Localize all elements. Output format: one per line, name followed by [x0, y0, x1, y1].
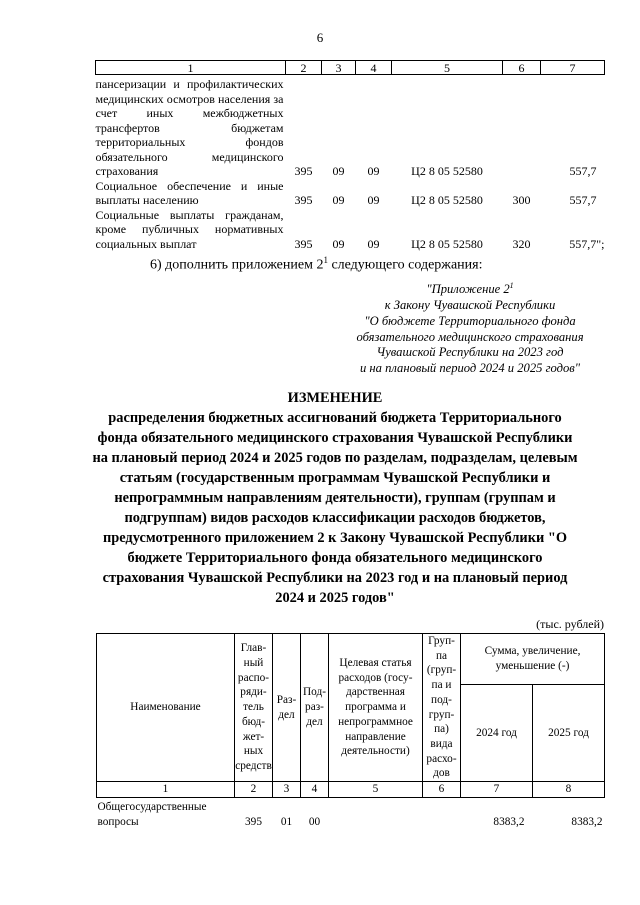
page-number: 6: [316, 30, 324, 45]
header-pr: Под-раз-дел: [301, 634, 329, 782]
row-2024: 8383,2: [493, 816, 525, 829]
row-cs: Ц2 8 05 52580: [411, 236, 483, 251]
row-cs: [329, 798, 423, 831]
table1-row: [96, 179, 605, 208]
appendix-line-2: к Закону Чувашской Республики: [384, 297, 556, 312]
num-1: 1: [97, 782, 235, 798]
row-sum: 557,7: [569, 193, 597, 207]
row-pr: 09: [367, 236, 380, 251]
row-name: Общегосударственные вопросы: [97, 801, 207, 829]
heading-title: ИЗМЕНЕНИЕ: [287, 390, 383, 406]
row-sum: 557,7: [569, 164, 597, 178]
num-7: 7: [461, 782, 533, 798]
table1-col-6: 6: [503, 61, 541, 75]
table1-row: [96, 208, 605, 252]
header-name: Наименование: [97, 634, 235, 782]
num-8: 8: [533, 782, 605, 798]
row-pr: 09: [367, 164, 380, 178]
row-rz: 09: [332, 236, 345, 251]
row-vr: 320: [512, 236, 531, 251]
row-rz: 01: [280, 816, 293, 829]
row-name: Социальные выплаты гражданам, кроме публичных нормативных социальных выплат: [95, 207, 284, 251]
appendix-line-3: "О бюджете Территориального фонда: [364, 313, 576, 328]
table1-col-4: 4: [356, 61, 392, 75]
appendix-line-5: Чувашской Республики на 2023 год: [376, 345, 564, 360]
row-sum: 557,7";: [569, 236, 605, 251]
table1-col-2: 2: [286, 61, 322, 75]
appendix-line-4: обязательного медицинского страхования: [356, 329, 584, 344]
paragraph-6-tail: следующего содержания:: [327, 257, 483, 273]
row-vr: 300: [512, 193, 531, 207]
row-cs: Ц2 8 05 52580: [411, 193, 483, 207]
row-pr: 00: [308, 816, 321, 829]
appendix-line-1: [310, 278, 630, 298]
heading-body: распределения бюджетных ассигнований бюджета Территориального фонда обязательного медицинского страхования Чувашской Республики на плановый период 2024 и 2025 годов по разделам, подразделам, целевым статьям (государственным программам Чувашской Республики и непрограммным направлениям деятельности), группам (группам и подгруппам) видов расходов классификации расходов бюджетов, предусмотренного приложением 2 к Закону Чувашской Республики "О бюджете Территориального фонда обязательного медицинского страхования Чувашской Республики на 2023 год и на плановый период 2024 и 2025 годов": [92, 410, 578, 606]
row-vr: [423, 798, 461, 831]
row-pr: 09: [367, 193, 380, 207]
header-gl: Глав-ный распо-ряди-тель бюд-жет-ных средств: [235, 634, 273, 782]
header-2024: 2024 год: [461, 685, 533, 782]
row-gl: 395: [294, 236, 313, 251]
header-2025: 2025 год: [533, 685, 605, 782]
row-cs: Ц2 8 05 52580: [411, 164, 483, 178]
expenditure-table-continued: [95, 60, 605, 251]
header-cs: Целевая статья расходов (госу-дарственная программа и непрограммное направление деятельности): [329, 634, 423, 782]
row-name: пансеризации и профилактических медицинских осмотров населения за счет иных межбюджетных трансфертов бюджетам территориальных фондов обязательного медицинского страхования: [95, 77, 284, 178]
appendix-line-1-text: "Приложение 2: [426, 282, 510, 297]
table2-row: [97, 798, 605, 831]
paragraph-6-sup: 1: [323, 255, 328, 265]
header-rz: Раз-дел: [273, 634, 301, 782]
table2-number-row: [97, 782, 605, 798]
row-rz: 09: [332, 164, 345, 178]
table1-col-5: 5: [392, 61, 503, 75]
row-name: Социальное обеспечение и иные выплаты населению: [95, 178, 284, 207]
num-4: 4: [301, 782, 329, 798]
table1-col-3: 3: [322, 61, 356, 75]
paragraph-6: [150, 255, 483, 274]
appendix-line-6: и на плановый период 2024 и 2025 годов": [359, 361, 581, 376]
row-gl: 395: [294, 193, 313, 207]
num-6: 6: [423, 782, 461, 798]
row-2025: 8383,2: [571, 816, 603, 829]
table1-row: [96, 75, 605, 179]
header-sum: Сумма, увеличение, уменьшение (-): [461, 634, 605, 685]
row-vr: [503, 75, 541, 179]
num-3: 3: [273, 782, 301, 798]
num-5: 5: [329, 782, 423, 798]
units-label: (тыс. рублей): [536, 617, 604, 631]
row-rz: 09: [332, 193, 345, 207]
num-2: 2: [235, 782, 273, 798]
document-heading: [90, 388, 580, 608]
table2-header-row-1: [97, 634, 605, 685]
budget-change-table: [96, 633, 605, 830]
table1-col-7: 7: [541, 61, 605, 75]
header-vr: Груп-па (груп-па и под-груп-па) вида расхо-дов: [423, 634, 461, 782]
row-gl: 395: [294, 164, 313, 178]
paragraph-6-text: 6) дополнить приложением 2: [150, 257, 324, 273]
appendix-reference: [310, 278, 630, 377]
row-gl: 395: [245, 816, 262, 829]
table1-col-1: 1: [96, 61, 286, 75]
appendix-line-1-sup: 1: [509, 281, 514, 290]
table1-header-row: [96, 61, 605, 75]
